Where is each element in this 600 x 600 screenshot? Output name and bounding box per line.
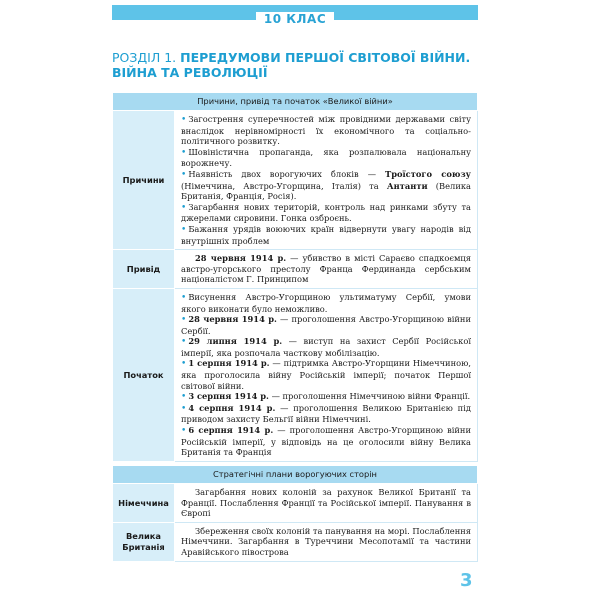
bullet-icon: • xyxy=(181,315,187,326)
pretext-content xyxy=(175,250,478,289)
bullet-icon: • xyxy=(181,224,187,235)
list-item: • Загарбання нових територій, контроль над ринками збуту та джерелами сировини. Гонка озброєнь. xyxy=(181,201,471,224)
bullet-icon: • xyxy=(181,426,187,437)
section-heading xyxy=(112,50,478,80)
list-item: • 1 серпня 1914 р. — підтримка Австро-Угорщини Німеччиною, яка проголосила війну Російській імперії; початок Першої світової війни. xyxy=(181,358,471,391)
causes-table-caption: Причини, привід та початок «Великої війни» xyxy=(113,93,478,111)
row-label-beginning: Початок xyxy=(113,288,175,461)
row-label-causes: Причини xyxy=(113,111,175,250)
row-label-pretext: Привід xyxy=(113,250,175,289)
table-row xyxy=(113,250,478,289)
bullet-icon: • xyxy=(181,292,187,303)
section-label: РОЗДІЛ 1. xyxy=(112,50,177,65)
causes-content xyxy=(175,111,478,250)
list-item: • 28 червня 1914 р. — проголошення Австро-Угорщиною війни Сербії. xyxy=(181,314,471,336)
row-label-britain: Велика Британія xyxy=(113,522,175,561)
plans-table-caption: Стратегічні плани ворогуючих сторін xyxy=(113,466,478,484)
header-bar xyxy=(112,5,478,26)
strategic-plans-table xyxy=(112,465,478,562)
list-item: • Висунення Австро-Угорщиною ультиматуму Сербії, умови якого виконати було неможливо. xyxy=(181,291,471,314)
list-item: • Наявність двох ворогуючих блоків — Троїстого союзу (Німеччина, Австро-Угорщина, Італія) та Антанти (Велика Британія, Франція, Росія). xyxy=(181,168,471,202)
bullet-icon: • xyxy=(181,202,187,213)
row-label-germany: Німеччина xyxy=(113,484,175,523)
bullet-icon: • xyxy=(181,359,187,370)
table-row xyxy=(113,484,478,523)
beginning-content xyxy=(175,288,478,461)
bullet-icon: • xyxy=(181,403,187,414)
germany-plan: Загарбання нових колоній за рахунок Великої Британії та Франції. Послаблення Франції та Російської імперії. Панування в Європі xyxy=(175,484,478,523)
bullet-icon: • xyxy=(181,169,187,180)
grade-title: 10 КЛАС xyxy=(112,8,478,27)
table-row xyxy=(113,288,478,461)
list-item: • 29 липня 1914 р. — виступ на захист Сербії Російської імперії, яка розпочала часткову мобілізацію. xyxy=(181,336,471,358)
section-title-line2: ВІЙНА ТА РЕВОЛЮЦІЇ xyxy=(112,65,268,80)
list-item: • 6 серпня 1914 р. — проголошення Австро-Угорщиною війни Російській імперії, у відповідь на це оголосили війну Велика Британія та Франція xyxy=(181,425,471,458)
bullet-icon: • xyxy=(181,115,187,125)
causes-table xyxy=(112,92,478,462)
list-item: • Шовіністична пропаганда, яка розпалювала національну ворожнечу. xyxy=(181,146,471,169)
bullet-icon: • xyxy=(181,392,187,403)
table-row xyxy=(113,111,478,250)
bullet-icon: • xyxy=(181,337,187,348)
list-item: • 4 серпня 1914 р. — проголошення Великою Британією під приводом захисту Бельгії війни Німеччині. xyxy=(181,402,471,425)
britain-plan: Збереження своїх колоній та панування на морі. Послаблення Німеччини. Загарбання в Туреччини Месопотамії та частини Аравійського півострова xyxy=(175,522,478,561)
page-number: 3 xyxy=(460,570,473,591)
list-item: • 3 серпня 1914 р. — проголошення Німеччиною війни Франції. xyxy=(181,391,471,403)
section-title-line1: ПЕРЕДУМОВИ ПЕРШОЇ СВІТОВОЇ ВІЙНИ. xyxy=(180,50,471,65)
list-item: • Бажання урядів воюючих країн відвернути увагу народів від внутрішніх проблем xyxy=(181,223,471,246)
list-item: • Загострення суперечностей між провідними державами світу внаслідок нерівномірності їх економічного та соціально-політичного розвитку. xyxy=(181,114,471,147)
table-row xyxy=(113,522,478,561)
bullet-icon: • xyxy=(181,147,187,158)
pretext-paragraph: 28 червня 1914 р. — убивство в місті Сараєво спадкоємця австро-угорського престолу Франца Фердинанда сербським націоналістом Г. Принципом xyxy=(181,253,471,285)
